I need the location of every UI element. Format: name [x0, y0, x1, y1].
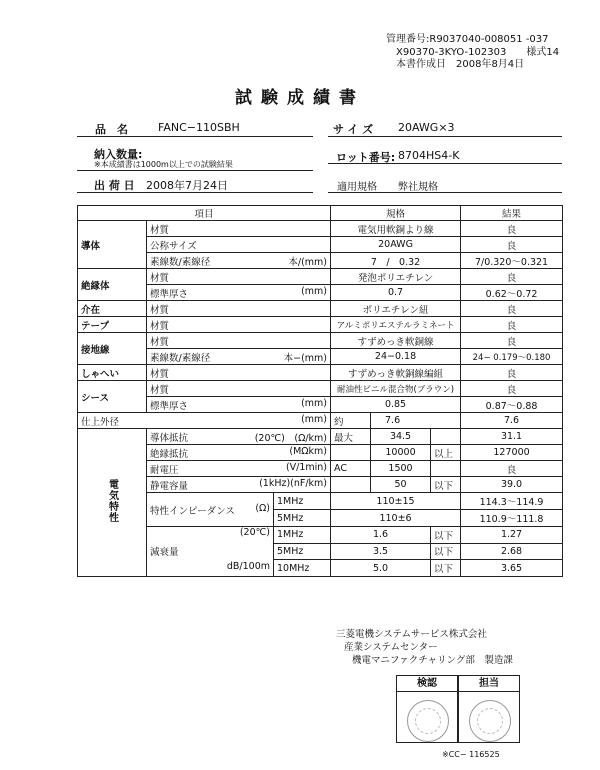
spec-value: 7.6 [371, 413, 461, 429]
form-number: 様式14 [526, 46, 560, 58]
size-underline [328, 136, 562, 137]
sub-item: 材質 [147, 317, 331, 333]
lot-underline [328, 163, 562, 164]
elec-item: 耐電圧 [150, 464, 179, 476]
ship-date-value: 2008年7月24日 [146, 179, 228, 192]
sub-item: 標準厚さ [150, 400, 189, 412]
spec-value: すずめっき軟銅線編組 [331, 365, 461, 381]
spec-value: 耐油性ビニル混合物(ブラウン) [331, 381, 461, 397]
group-label: シース [78, 381, 147, 413]
table-row [78, 461, 563, 477]
impedance-label: 特性インピーダンス [150, 505, 235, 517]
spec-value: 110±6 [331, 510, 461, 527]
department-name: 機電マニファクチャリング部 製造課 [352, 655, 513, 666]
table-row [78, 527, 563, 544]
spec-value: ポリエチレン紐 [331, 301, 461, 317]
unit-label: 本−(mm) [283, 352, 328, 364]
spec-value: 1500 [371, 461, 431, 477]
approx-prefix: 約 [331, 413, 371, 429]
table-row [78, 301, 563, 317]
result-value: 24− 0.179〜0.180 [461, 349, 563, 365]
table-row [78, 397, 563, 413]
result-value: 0.62〜0.72 [461, 285, 563, 301]
spec-value: 10000 [371, 445, 431, 461]
unit-label: (MΩkm) [289, 445, 328, 457]
product-underline [77, 136, 313, 137]
group-label: しゃへい [78, 365, 147, 381]
group-label: 絶縁体 [78, 269, 147, 301]
table-row [78, 285, 563, 301]
unit-label: (V/1min) [285, 461, 328, 473]
result-value: 良 [461, 269, 563, 285]
unit-label: 本/(mm) [288, 256, 328, 268]
standard-value: 弊社規格 [398, 182, 438, 193]
result-value: 1.27 [461, 527, 563, 544]
unit-label: (mm) [301, 397, 328, 409]
sub-item: 素線数/素線径 [150, 256, 211, 268]
electrical-group-label [78, 429, 147, 577]
outer-diameter-row [78, 413, 563, 429]
spec-suffix: 以下 [431, 560, 461, 577]
sub-item: 素線数/素線径 [150, 352, 211, 364]
sub-item: 材質 [147, 365, 331, 381]
table-row [78, 269, 563, 285]
spec-value: 3.5 [331, 543, 431, 560]
outer-diameter-label: 仕上外径 [81, 416, 120, 428]
attenuation-unit: dB/100m [226, 561, 270, 572]
spec-suffix: 以下 [431, 477, 461, 493]
sub-item: 材質 [147, 221, 331, 237]
ship-date-label: 出 荷 日 [94, 179, 135, 192]
header-result: 結果 [461, 206, 563, 221]
electrical-label: 電気特性 [106, 479, 118, 523]
sub-item: 材質 [147, 269, 331, 285]
frequency-label: 10MHz [274, 560, 331, 577]
check-seal-icon [407, 700, 449, 742]
charge-label: 担当 [459, 676, 519, 692]
size-value: 20AWG×3 [398, 121, 455, 134]
company-name: 三菱電機システムサービス株式会社 [336, 629, 487, 640]
spec-value: 20AWG [331, 237, 461, 253]
spec-suffix: 以下 [431, 527, 461, 544]
group-label: 接地線 [78, 333, 147, 365]
spec-value: 発泡ポリエチレン [331, 269, 461, 285]
spec-prefix: AC [331, 461, 371, 477]
table-row [78, 253, 563, 269]
quantity-label: 納入数量: [94, 148, 143, 161]
size-label: サイズ [333, 123, 378, 136]
frequency-label: 1MHz [274, 527, 331, 544]
frequency-label: 1MHz [274, 493, 331, 510]
result-value: 良 [461, 221, 563, 237]
spec-prefix [331, 445, 371, 461]
table-row [78, 237, 563, 253]
result-value: 2.68 [461, 543, 563, 560]
table-row [78, 317, 563, 333]
unit-label: (Ω) [255, 502, 270, 514]
frequency-label: 5MHz [274, 543, 331, 560]
unit-label: (mm) [301, 413, 328, 425]
doc-code-footer: ※CC− 116525 [442, 750, 500, 759]
check-stamp-box [396, 675, 458, 743]
table-header-row [78, 206, 563, 221]
result-value: 良 [461, 237, 563, 253]
result-value: 良 [461, 365, 563, 381]
group-label: 介在 [78, 301, 147, 317]
created-date: 本書作成日 2008年8月4日 [396, 59, 525, 70]
lot-value: 8704HS4-K [398, 149, 460, 162]
spec-value: 0.85 [331, 397, 461, 413]
table-row [78, 333, 563, 349]
document-code-line [386, 47, 586, 60]
elec-item: 導体抵抗 [150, 432, 189, 444]
table-row [78, 349, 563, 365]
result-value: 良 [461, 301, 563, 317]
header-spec: 規格 [331, 206, 461, 221]
group-label: 導体 [78, 221, 147, 269]
management-number: 管理番号:R9037040-008051 -037 [386, 34, 549, 45]
attenuation-temp: (20℃) [239, 527, 270, 538]
standard-label: 適用規格 [337, 182, 377, 193]
charge-seal-icon [469, 700, 511, 742]
document-title: 試験成績書 [235, 88, 365, 108]
sub-item: 材質 [147, 301, 331, 317]
spec-value: 24−0.18 [331, 349, 461, 365]
result-value: 114.3〜114.9 [461, 493, 563, 510]
product-value: FANC−110SBH [158, 121, 240, 134]
result-value: 良 [461, 317, 563, 333]
quantity-note: ※本成績書は1000m以上での試験結果 [94, 160, 233, 169]
test-results-table [77, 205, 563, 577]
spec-prefix: 最大 [331, 429, 371, 445]
result-value: 0.87〜0.88 [461, 397, 563, 413]
spec-prefix [331, 477, 371, 493]
charge-stamp-box [458, 675, 520, 743]
spec-value: 7 / 0.32 [331, 253, 461, 269]
sub-item: 標準厚さ [150, 288, 189, 300]
sub-item: 公称サイズ [147, 237, 331, 253]
result-value: 良 [461, 461, 563, 477]
attenuation-label: 減衰量 [150, 547, 179, 558]
table-row [78, 365, 563, 381]
header-block [386, 34, 586, 72]
document-code: X90370-3KYO-102303 [396, 46, 507, 58]
spec-value: 110±15 [331, 493, 461, 510]
result-value: 良 [461, 381, 563, 397]
result-value: 39.0 [461, 477, 563, 493]
result-value: 良 [461, 333, 563, 349]
elec-item: 絶縁抵抗 [150, 448, 189, 460]
elec-item: 静電容量 [150, 480, 189, 492]
spec-value: 電気用軟銅より線 [331, 221, 461, 237]
center-name: 産業システムセンター [344, 642, 438, 653]
spec-value: 1.6 [331, 527, 431, 544]
result-value: 7/0.320〜0.321 [461, 253, 563, 269]
lot-label: ロット番号: [336, 151, 396, 164]
table-row [78, 493, 563, 510]
unit-label: (1kHz)(nF/km) [259, 477, 328, 489]
unit-label: (20℃) (Ω/km) [254, 432, 328, 444]
table-row [78, 445, 563, 461]
table-row [78, 221, 563, 237]
spec-suffix: 以上 [431, 445, 461, 461]
table-row [78, 429, 563, 445]
check-label: 検認 [397, 676, 457, 692]
frequency-label: 5MHz [274, 510, 331, 527]
sub-item: 材質 [147, 333, 331, 349]
table-row [78, 477, 563, 493]
ship-date-underline [77, 192, 313, 193]
spec-suffix: 以下 [431, 543, 461, 560]
result-value: 31.1 [461, 429, 563, 445]
product-label: 品 名 [95, 123, 128, 136]
issuer-block [336, 628, 513, 667]
group-label: テープ [78, 317, 147, 333]
result-value: 127000 [461, 445, 563, 461]
unit-label: (mm) [301, 285, 328, 297]
result-value: 7.6 [461, 413, 563, 429]
spec-suffix [431, 429, 461, 445]
table-row [78, 381, 563, 397]
spec-value: 34.5 [371, 429, 431, 445]
standard-underline [328, 192, 562, 193]
spec-value: 5.0 [331, 560, 431, 577]
spec-value: 0.7 [331, 285, 461, 301]
spec-suffix [431, 461, 461, 477]
result-value: 110.9〜111.8 [461, 510, 563, 527]
header-item: 項目 [78, 206, 331, 221]
spec-value: 50 [371, 477, 431, 493]
sub-item: 材質 [147, 381, 331, 397]
spec-value: すずめっき軟銅線 [331, 333, 461, 349]
spec-value: アルミポリエステルラミネート [331, 317, 461, 333]
quantity-underline [77, 170, 313, 171]
result-value: 3.65 [461, 560, 563, 577]
